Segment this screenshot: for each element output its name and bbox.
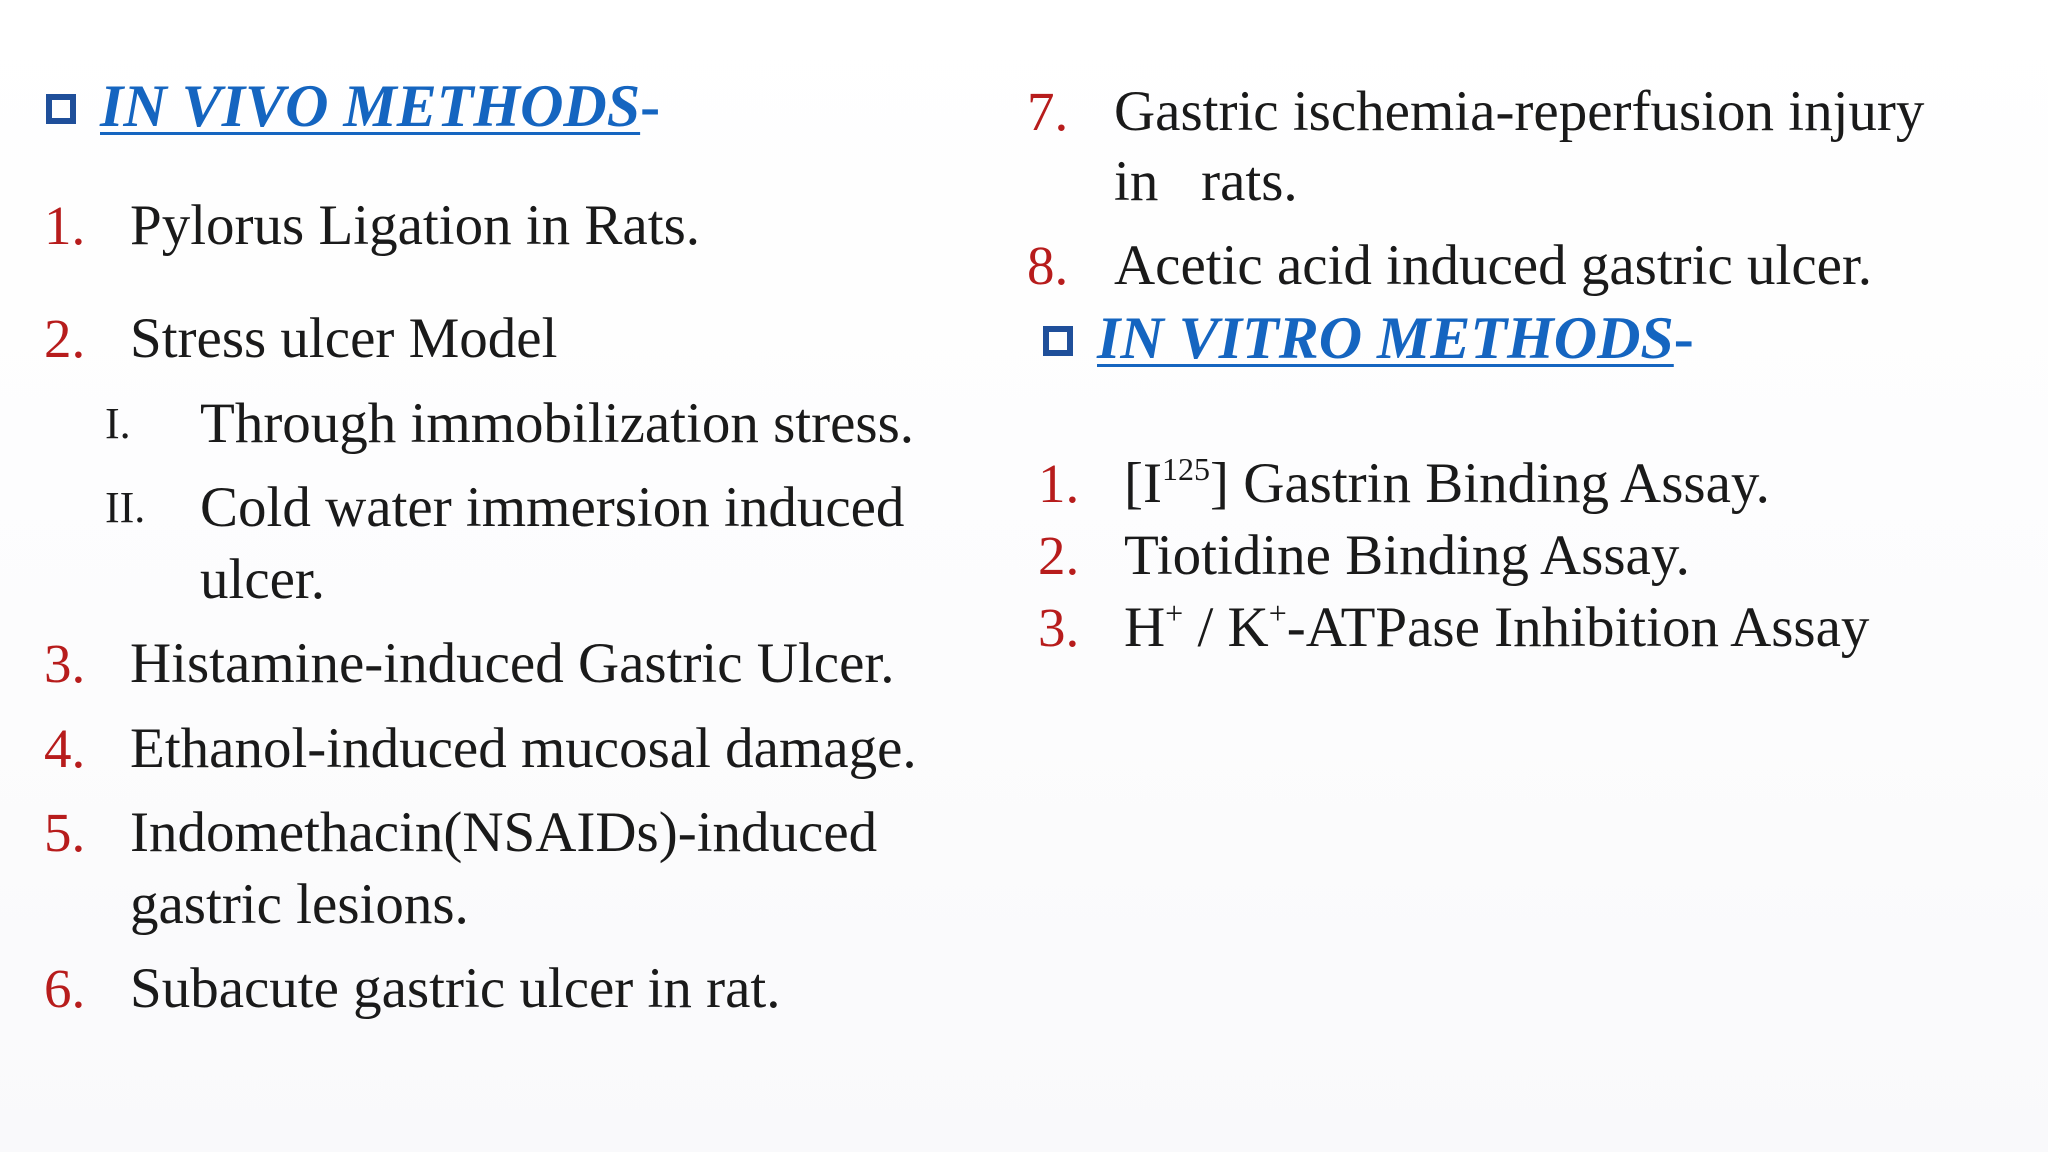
in-vitro-item-3-number: 3. [1038,597,1080,658]
in-vitro-item-3-h-superscript: + [1165,595,1184,631]
in-vitro-heading [1043,304,1694,373]
in-vitro-heading-text: IN VITRO METHODS [1097,305,1674,371]
in-vivo-item-2-number: 2. [44,308,86,369]
in-vivo-item-2-text: Stress ulcer Model [130,307,558,370]
in-vivo-item-5-number: 5. [44,802,86,863]
in-vitro-item-1-superscript: 125 [1161,451,1210,487]
in-vivo-item-8-text: Acetic acid induced gastric ulcer. [1114,234,1873,297]
in-vivo-item-5-text-line-2: gastric lesions. [130,873,469,936]
in-vitro-item-1-text [1124,448,1770,520]
in-vivo-heading-dash: - [640,73,661,139]
in-vivo-item-3-text: Histamine-induced Gastric Ulcer. [130,632,895,695]
in-vivo-item-6-number: 6. [44,958,86,1019]
in-vitro-item-1-number: 1. [1038,453,1080,514]
in-vivo-item-7-text-line-2: in rats. [1114,150,1298,213]
in-vivo-item-7-number: 7. [1027,81,1069,142]
in-vivo-item-4-text: Ethanol-induced mucosal damage. [130,717,917,780]
in-vivo-item-7-text-line-1: Gastric ischemia-reperfusion injury [1114,80,1925,143]
in-vivo-subitem-i-text: Through immobilization stress. [200,392,915,455]
in-vivo-item-3-number: 3. [44,633,86,694]
in-vivo-heading-text: IN VIVO METHODS [100,73,641,139]
in-vivo-subitem-ii-text-line-1: Cold water immersion induced [200,476,905,539]
in-vitro-item-3-h: H [1124,596,1166,659]
in-vivo-item-1-number: 1. [44,195,86,256]
checkbox-bullet-icon [1043,326,1073,356]
in-vitro-item-2-text: Tiotidine Binding Assay. [1124,524,1690,587]
in-vivo-subitem-i-number: I. [105,399,131,448]
in-vivo-item-4-number: 4. [44,718,86,779]
in-vitro-item-3-k-superscript: + [1268,595,1287,631]
in-vitro-item-1-pre: [I [1124,452,1162,515]
checkbox-bullet-icon [46,94,76,124]
in-vivo-subitem-ii-number: II. [105,483,146,532]
in-vitro-heading-dash: - [1673,305,1694,371]
in-vitro-item-3-post: -ATPase Inhibition Assay [1286,596,1870,659]
in-vivo-subitem-ii-text-line-2: ulcer. [200,548,326,611]
in-vivo-item-8-number: 8. [1027,235,1069,296]
in-vivo-heading [46,72,660,141]
in-vivo-item-6-text: Subacute gastric ulcer in rat. [130,957,781,1020]
in-vitro-item-3-text [1124,592,1869,664]
in-vitro-item-1-post: ] Gastrin Binding Assay. [1209,452,1770,515]
in-vitro-item-2-number: 2. [1038,525,1080,586]
in-vivo-item-1-text: Pylorus Ligation in Rats. [130,194,700,257]
in-vitro-item-3-mid: / K [1183,596,1269,659]
in-vivo-item-5-text-line-1: Indomethacin(NSAIDs)-induced [130,801,878,864]
